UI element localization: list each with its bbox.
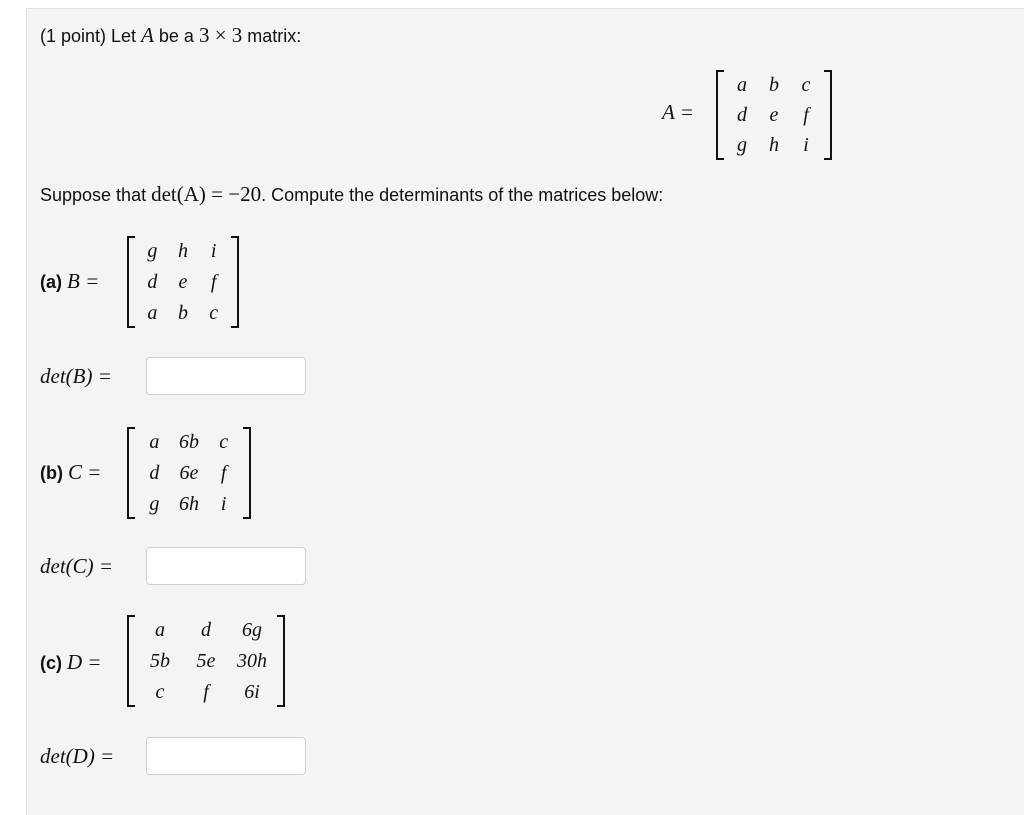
matrix-a-label: A = (662, 100, 694, 124)
matrix-d-entry: c (155, 680, 165, 703)
matrix-a-entry: b (769, 74, 779, 96)
matrix-c-entry: d (149, 462, 160, 484)
matrix-b-entry: c (209, 301, 219, 324)
part-b-tag: (b) (40, 463, 63, 483)
suppose-line (40, 183, 663, 206)
matrix-c-entry: f (220, 462, 227, 484)
det-d-answer-input[interactable] (146, 737, 306, 775)
matrix-d-entry: 30h (237, 650, 267, 672)
intro-suffix: matrix: (242, 26, 302, 46)
intro-var: A (141, 23, 154, 47)
suppose-suffix: . Compute the determinants of the matrices below: (261, 185, 664, 205)
matrix-d-left-bracket (127, 615, 135, 707)
part-a-tag: (a) (40, 272, 62, 292)
det-b-label: det(B) = (40, 364, 112, 388)
matrix-d-entry: 5b (150, 650, 170, 672)
intro-mid: be a (153, 26, 199, 46)
part-a-eq: B = (67, 269, 100, 293)
matrix-c-entry: c (219, 431, 229, 454)
matrix-b-entry: d (147, 271, 158, 293)
matrix-a-entry: f (803, 104, 809, 126)
matrix-d (127, 615, 285, 707)
det-b-answer-input[interactable] (146, 357, 306, 395)
matrix-a-entry: a (737, 74, 747, 96)
matrix-a-left-bracket (716, 70, 724, 160)
matrix-c-entry: a (149, 431, 160, 454)
matrix-b-right-bracket (231, 236, 239, 328)
part-c-tag: (c) (40, 653, 62, 673)
matrix-b-entry: a (147, 301, 158, 324)
matrix-c-right-bracket (243, 427, 251, 519)
part-a-label (40, 270, 99, 293)
matrix-a-entry: e (769, 104, 779, 126)
matrix-b-left-bracket (127, 236, 135, 328)
matrix-b (127, 236, 239, 328)
matrix-c-entry: 6h (178, 492, 199, 515)
part-b-eq: C = (68, 460, 102, 484)
matrix-b-entry: e (178, 271, 188, 293)
matrix-c (127, 427, 251, 519)
intro-prefix: (1 point) Let (40, 26, 142, 46)
matrix-b-entry: b (177, 301, 188, 324)
matrix-a-entry: i (803, 134, 809, 156)
matrix-a-entry: c (801, 74, 811, 96)
matrix-b-entry: h (177, 240, 188, 263)
part-c-label (40, 651, 102, 674)
det-d-label: det(D) = (40, 744, 115, 768)
matrix-c-left-bracket (127, 427, 135, 519)
matrix-a-entry: d (737, 104, 747, 126)
matrix-a (716, 70, 832, 160)
matrix-c-entry: i (220, 492, 227, 515)
matrix-d-right-bracket (277, 615, 285, 707)
det-c-label: det(C) = (40, 554, 114, 578)
matrix-c-entry: g (149, 492, 160, 515)
matrix-d-entry: 6i (244, 680, 260, 703)
matrix-d-entry: f (203, 680, 209, 703)
matrix-d-entry: a (155, 619, 165, 642)
matrix-c-entry: 6b (178, 431, 199, 454)
matrix-d-entry: 6g (242, 619, 262, 642)
matrix-d-entry: 5e (196, 650, 216, 672)
matrix-a-right-bracket (824, 70, 832, 160)
part-c-eq: D = (67, 650, 102, 674)
matrix-a-entry: g (737, 134, 747, 156)
det-c-answer-input[interactable] (146, 547, 306, 585)
suppose-det: det(A) = −20 (151, 182, 262, 206)
matrix-c-entry: 6e (179, 462, 199, 484)
problem-intro (40, 24, 301, 47)
matrix-a-entry: h (769, 134, 779, 156)
matrix-b-entry: g (147, 240, 158, 263)
intro-size: 3 × 3 (198, 23, 243, 47)
part-b-label (40, 461, 101, 484)
matrix-d-entry: d (201, 619, 211, 642)
matrix-b-entry: i (210, 240, 217, 263)
matrix-b-entry: f (210, 271, 217, 293)
suppose-prefix: Suppose that (40, 185, 152, 205)
